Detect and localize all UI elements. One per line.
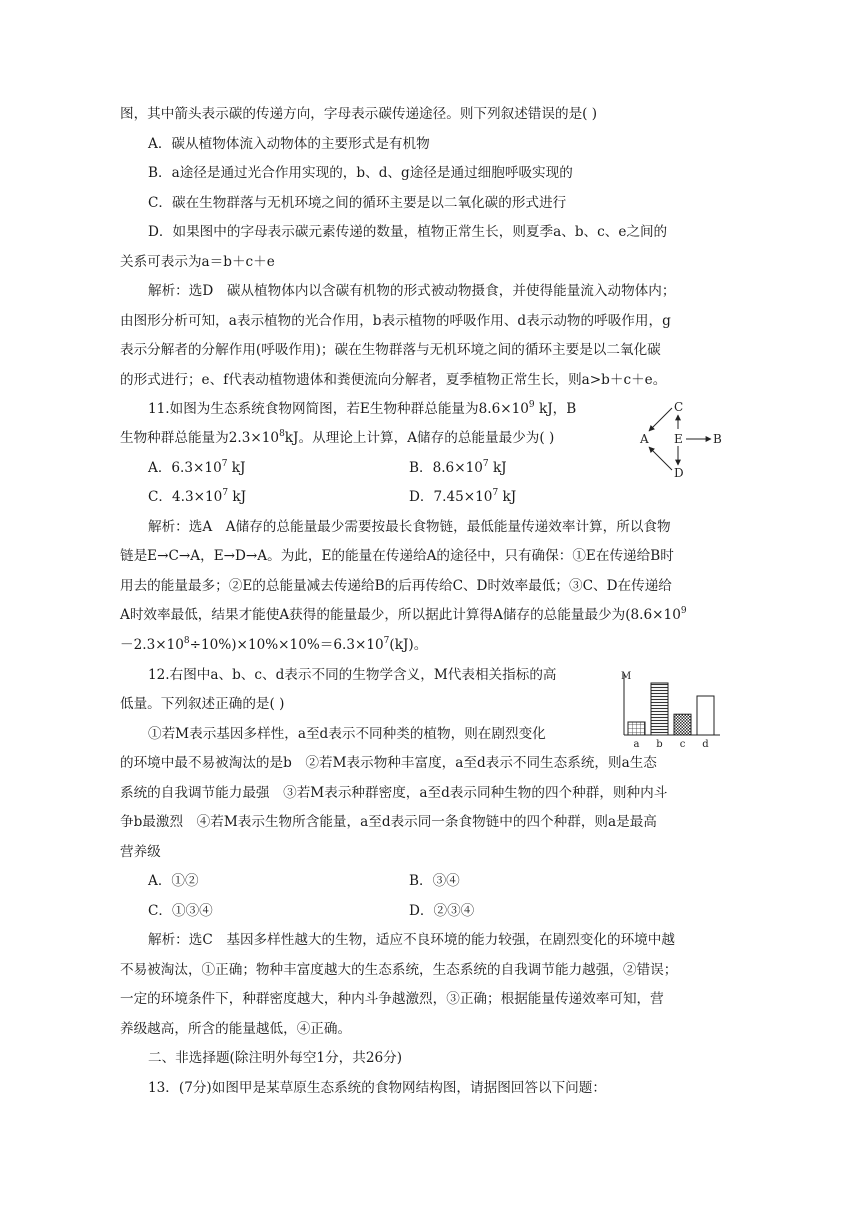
node-c: C [674,400,684,414]
x-tick-label-d: d [702,739,709,750]
q12-option-d: D．②③④ [409,903,475,919]
q11-option-a: A．$6.3\times 10^7$ kJ [148,459,246,476]
q12-stem-line2: 低量。下列叙述正确的是( ) [120,696,285,712]
q12-stem-line1: 12.右图中a、b、c、d表示不同的生物学含义，M代表相关指标的高 [148,667,557,683]
q10-option-c: C．碳在生物群落与无机环境之间的循环主要是以二氧化碳的形式进行 [148,195,567,211]
bar-b [651,683,668,735]
arrow-c-a [649,408,672,431]
node-e: E [674,432,683,446]
q10-explanation-line: 解析：选D 碳从植物体内以含碳有机物的形式被动物摄食，并使得能量流入动物体内； [148,283,676,299]
x-tick-label-b: b [656,739,663,750]
q11-option-b: B．$8.6\times 10^7$ kJ [409,459,507,476]
q12-explanation-line: 不易被淘汰，①正确；物种丰富度越大的生态系统，生态系统的自我调节能力越强，②错误； [120,962,678,978]
q10-explanation-line: 表示分解者的分解作用(呼吸作用)；碳在生物群落与无机环境之间的循环主要是以二氧化碳 [120,342,661,358]
node-b: B [713,432,722,446]
q12-explanation-line: 一定的环境条件下，种群密度越大，种内斗争越激烈，③正确；根据能量传递效率可知，营 [120,991,664,1007]
q10-explanation-line: 由图形分析可知，a表示植物的光合作用，b表示植物的呼吸作用、d表示动物的呼吸作用，g [120,313,671,329]
node-a: A [640,432,649,446]
q11-stem-line2: 生物种群总能量为$2.3\times 10^8kJ$。从理论上计算，A储存的总能量最少为( ) [120,429,555,446]
q12-statement-line: 营养级 [120,844,161,860]
q12-statement-line: 争b最激烈 ④若M表示生物所含能量，a至d表示同一条食物链中的四个种群，则a是最高 [120,814,657,830]
y-axis-label: M [621,671,632,682]
food-web-diagram [633,396,728,484]
node-d: D [674,466,684,480]
section-heading: 二、非选择题(除注明外每空1分，共26分) [148,1050,403,1066]
arrow-d-a [649,447,672,470]
q11-explanation-line: 链是E→C→A，E→D→A。为此，E的能量在传递给A的途径中，只有确保：①E在传递给B时 [120,548,674,564]
q11-option-d: D．$7.45\times 10^7$ kJ [409,488,517,505]
q12-explanation-line: 养级越高，所含的能量越低，④正确。 [120,1021,352,1037]
x-tick-label-c: c [679,739,686,750]
q11-option-c: C．$4.3\times 10^7$ kJ [148,488,247,505]
q11-explanation-line: $-2.3\times 10^8\div 10\%)\times 10\%\times 10\%=6.3\times 10^7(kJ)$。 [120,636,428,653]
q10-option-b: B．a途径是通过光合作用实现的，b、d、g途径是通过细胞呼吸实现的 [148,165,573,181]
q11-explanation-line: 解析：选A A储存的总能量最少需要按最长食物链，最低能量传递效率计算，所以食物 [148,519,671,535]
q12-option-b: B．③④ [409,873,460,889]
q12-statement-line: 系统的自我调节能力最强 ③若M表示种群密度，a至d表示同种生物的四个种群，则种内斗 [120,785,668,801]
q11-explanation-line: A时效率最低，结果才能使A获得的能量最少，所以据此计算得A储存的总能量最少为($8.6\times 10^9$ [120,606,687,623]
q13-stem: 13．(7分)如图甲是某草原生态系统的食物网结构图，请据图回答以下问题： [148,1080,606,1096]
q12-statement-line: ①若M表示基因多样性，a至d表示不同种类的植物，则在剧烈变化 [148,726,546,742]
q10-stem: 图，其中箭头表示碳的传递方向，字母表示碳传递途径。则下列叙述错误的是( ) [120,106,598,122]
q12-option-a: A．①② [148,873,199,889]
q10-option-a: A．碳从植物体流入动物体的主要形式是有机物 [148,136,430,152]
q12-option-c: C．①③④ [148,903,213,919]
bar-c [674,714,691,735]
q10-option-d-line2: 关系可表示为a＝b＋c＋e [120,254,275,270]
q10-explanation-line: 的形式进行；e、f代表动植物遗体和粪便流向分解者，夏季植物正常生长，则a>b＋c＋e。 [120,372,667,388]
q12-explanation-line: 解析：选C 基因多样性越大的生物，适应不良环境的能力较强，在剧烈变化的环境中越 [148,932,675,948]
x-tick-label-a: a [633,739,640,750]
bar-chart [620,668,724,750]
q11-stem-line1: 11.如图为生态系统食物网简图，若E生物种群总能量为$8.6\times 10^9$ kJ，B [148,400,577,417]
q11-explanation-line: 用去的能量最多；②E的总能量减去传递给B的后再传给C、D时效率最低；③C、D在传递给 [120,578,672,594]
q12-statement-line: 的环境中最不易被淘汰的是b ②若M表示物种丰富度，a至d表示不同生态系统，则a生态 [120,755,657,771]
bar-a [628,722,645,735]
q10-option-d-line1: D．如果图中的字母表示碳元素传递的数量，植物正常生长，则夏季a、b、c、e之间的 [148,224,668,240]
bar-d [697,696,714,735]
